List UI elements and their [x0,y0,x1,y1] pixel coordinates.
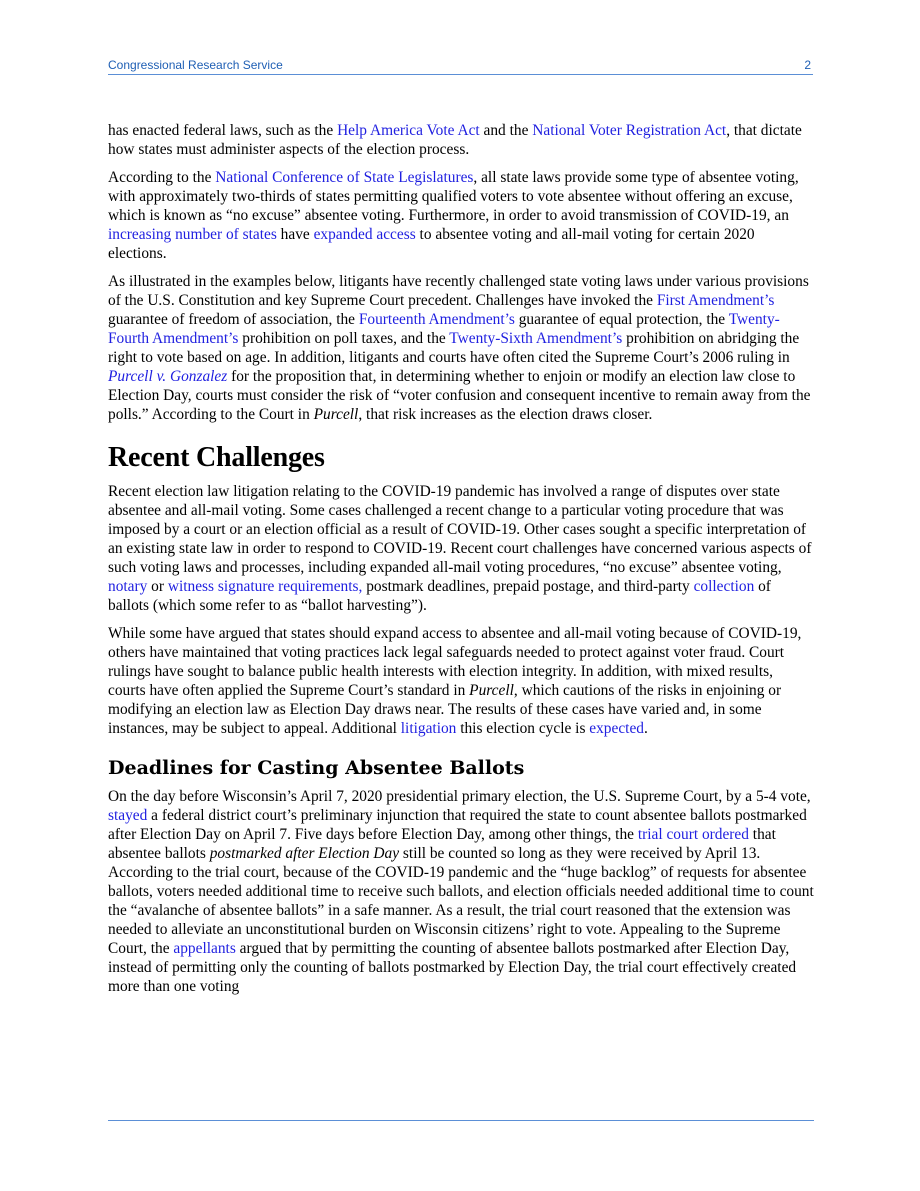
text: On the day before Wisconsin’s April 7, 2020 presidential primary election, the U.S. Supreme Court, by a 5-4 vote, [108,788,811,805]
text: . [643,720,648,737]
section-heading-recent-challenges: Recent Challenges [108,442,325,473]
text: have [276,226,314,243]
text: prohibition on poll taxes, and the [238,330,450,347]
text: guarantee of freedom of association, the [108,311,359,328]
footer-divider [108,1120,814,1121]
subsection-heading-deadlines: Deadlines for Casting Absentee Ballots [108,757,525,779]
text: has enacted federal laws, such as the [108,122,338,139]
paragraph-federal-laws [108,121,814,159]
link-purcell-v-gonzalez[interactable]: Purcell v. Gonzalez [108,368,228,385]
document-body [108,121,814,1005]
link-witness-signature-requirements[interactable]: witness signature requirements, [167,578,363,595]
link-help-america-vote-act[interactable]: Help America Vote Act [337,122,480,139]
paragraph-constitutional-challenges [108,272,814,424]
link-fourteenth-amendment[interactable]: Fourteenth Amendment’s [358,311,515,328]
link-stayed[interactable]: stayed [108,807,148,824]
link-expected[interactable]: expected [589,720,644,737]
text: , that risk increases as the election draws closer. [358,406,653,423]
paragraph-recent-litigation [108,482,814,615]
text: According to the [108,169,216,186]
text: that absentee ballots [108,826,776,862]
text: this election cycle is [456,720,590,737]
text: argued that by permitting the counting of absentee ballots postmarked after Election Day, instead of permitting only the counting of ballots postmarked by Election Day, the trial court effectively created more than one voting [108,940,797,995]
link-increasing-number-of-states[interactable]: increasing number of states [108,226,277,243]
text: , which cautions of the risks in enjoining or modifying an election law as Election Day draws near. The results of these cases have varied and, in some instances, may be subject to appeal. Additional [108,682,782,737]
text: While some have argued that states should expand access to absentee and all-mail voting because of COVID-19, others have maintained that voting practices lack legal safeguards needed to protect against voter fraud. Court rulings have sought to balance public health interests with election integrity. In addition, with mixed results, courts have often applied the Supreme Court’s standard in [108,625,802,699]
paragraph-wisconsin-primary [108,787,814,996]
emphasis-postmarked: postmarked after Election Day [209,845,400,862]
link-trial-court-ordered[interactable]: trial court ordered [637,826,749,843]
link-first-amendment[interactable]: First Amendment’s [656,292,775,309]
link-twenty-sixth-amendment[interactable]: Twenty-Sixth Amendment’s [449,330,623,347]
case-name-italic: Purcell [469,682,514,699]
text: Recent election law litigation relating to the COVID-19 pandemic has involved a range of disputes over state absentee and all-mail voting. Some cases challenged a recent change to a particular voting procedure that was imposed by a court or an election official as a result of COVID-19. Other cases sought a specific interpretation of an existing state law in order to respond to COVID-19. Recent court challenges have concerned various aspects of such voting laws and processes, including expanded all-mail voting procedures, “no excuse” absentee voting, [108,483,812,576]
case-name-italic: Purcell [313,406,359,423]
text: guarantee of equal protection, the [514,311,729,328]
text: of ballots (which some refer to as “ballot harvesting”). [108,578,771,614]
link-collection[interactable]: collection [693,578,755,595]
link-notary[interactable]: notary [108,578,148,595]
text: As illustrated in the examples below, litigants have recently challenged state voting laws under various provisions of the U.S. Constitution and key Supreme Court precedent. Challenges have invoked the [108,273,809,309]
link-ncsl[interactable]: National Conference of State Legislatures [215,169,474,186]
link-twenty-fourth-amendment[interactable]: Twenty-Fourth Amendment’s [108,311,780,347]
text: prohibition on abridging the right to vote based on age. In addition, litigants and courts have often cited the Supreme Court’s 2006 ruling in [108,330,800,366]
page-header [108,58,813,75]
header-page-number: 2 [804,58,811,72]
header-source: Congressional Research Service [108,58,283,72]
text: , that dictate how states must administer aspects of the election process. [108,122,802,158]
text: still be counted so long as they were received by April 13. According to the trial court, because of the COVID-19 pandemic and the “huge backlog” of requests for absentee ballots, voters needed additional time to receive such ballots, and election officials needed additional time to count the “avalanche of absentee ballots” in a safe manner. As a result, the trial court reasoned that the extension was needed to alleviate an unconstitutional burden on Wisconsin citizens’ right to vote. Appealing to the Supreme Court, the [108,845,814,957]
text: postmark deadlines, prepaid postage, and third-party [362,578,694,595]
text: to absentee voting and all-mail voting for certain 2020 elections. [108,226,755,262]
text: a federal district court’s preliminary injunction that required the state to count absentee ballots postmarked after Election Day on April 7. Five days before Election Day, among other things, the [108,807,807,843]
link-appellants[interactable]: appellants [173,940,236,957]
text: , all state laws provide some type of absentee voting, with approximately two-thirds of states permitting qualified voters to vote absentee without offering an excuse, which is known as “no excuse” absentee voting. Furthermore, in order to avoid transmission of COVID-19, an [108,169,799,224]
text: and the [479,122,533,139]
text: or [147,578,168,595]
link-national-voter-registration-act[interactable]: National Voter Registration Act [532,122,727,139]
paragraph-balancing-interests [108,624,814,738]
text: for the proposition that, in determining whether to enjoin or modify an election law close to Election Day, courts must consider the risk of “voter confusion and consequent incentive to remain away from the polls.” According to the Court in [108,368,811,423]
paragraph-ncsl [108,168,814,263]
link-litigation[interactable]: litigation [400,720,457,737]
link-expanded-access[interactable]: expanded access [313,226,416,243]
